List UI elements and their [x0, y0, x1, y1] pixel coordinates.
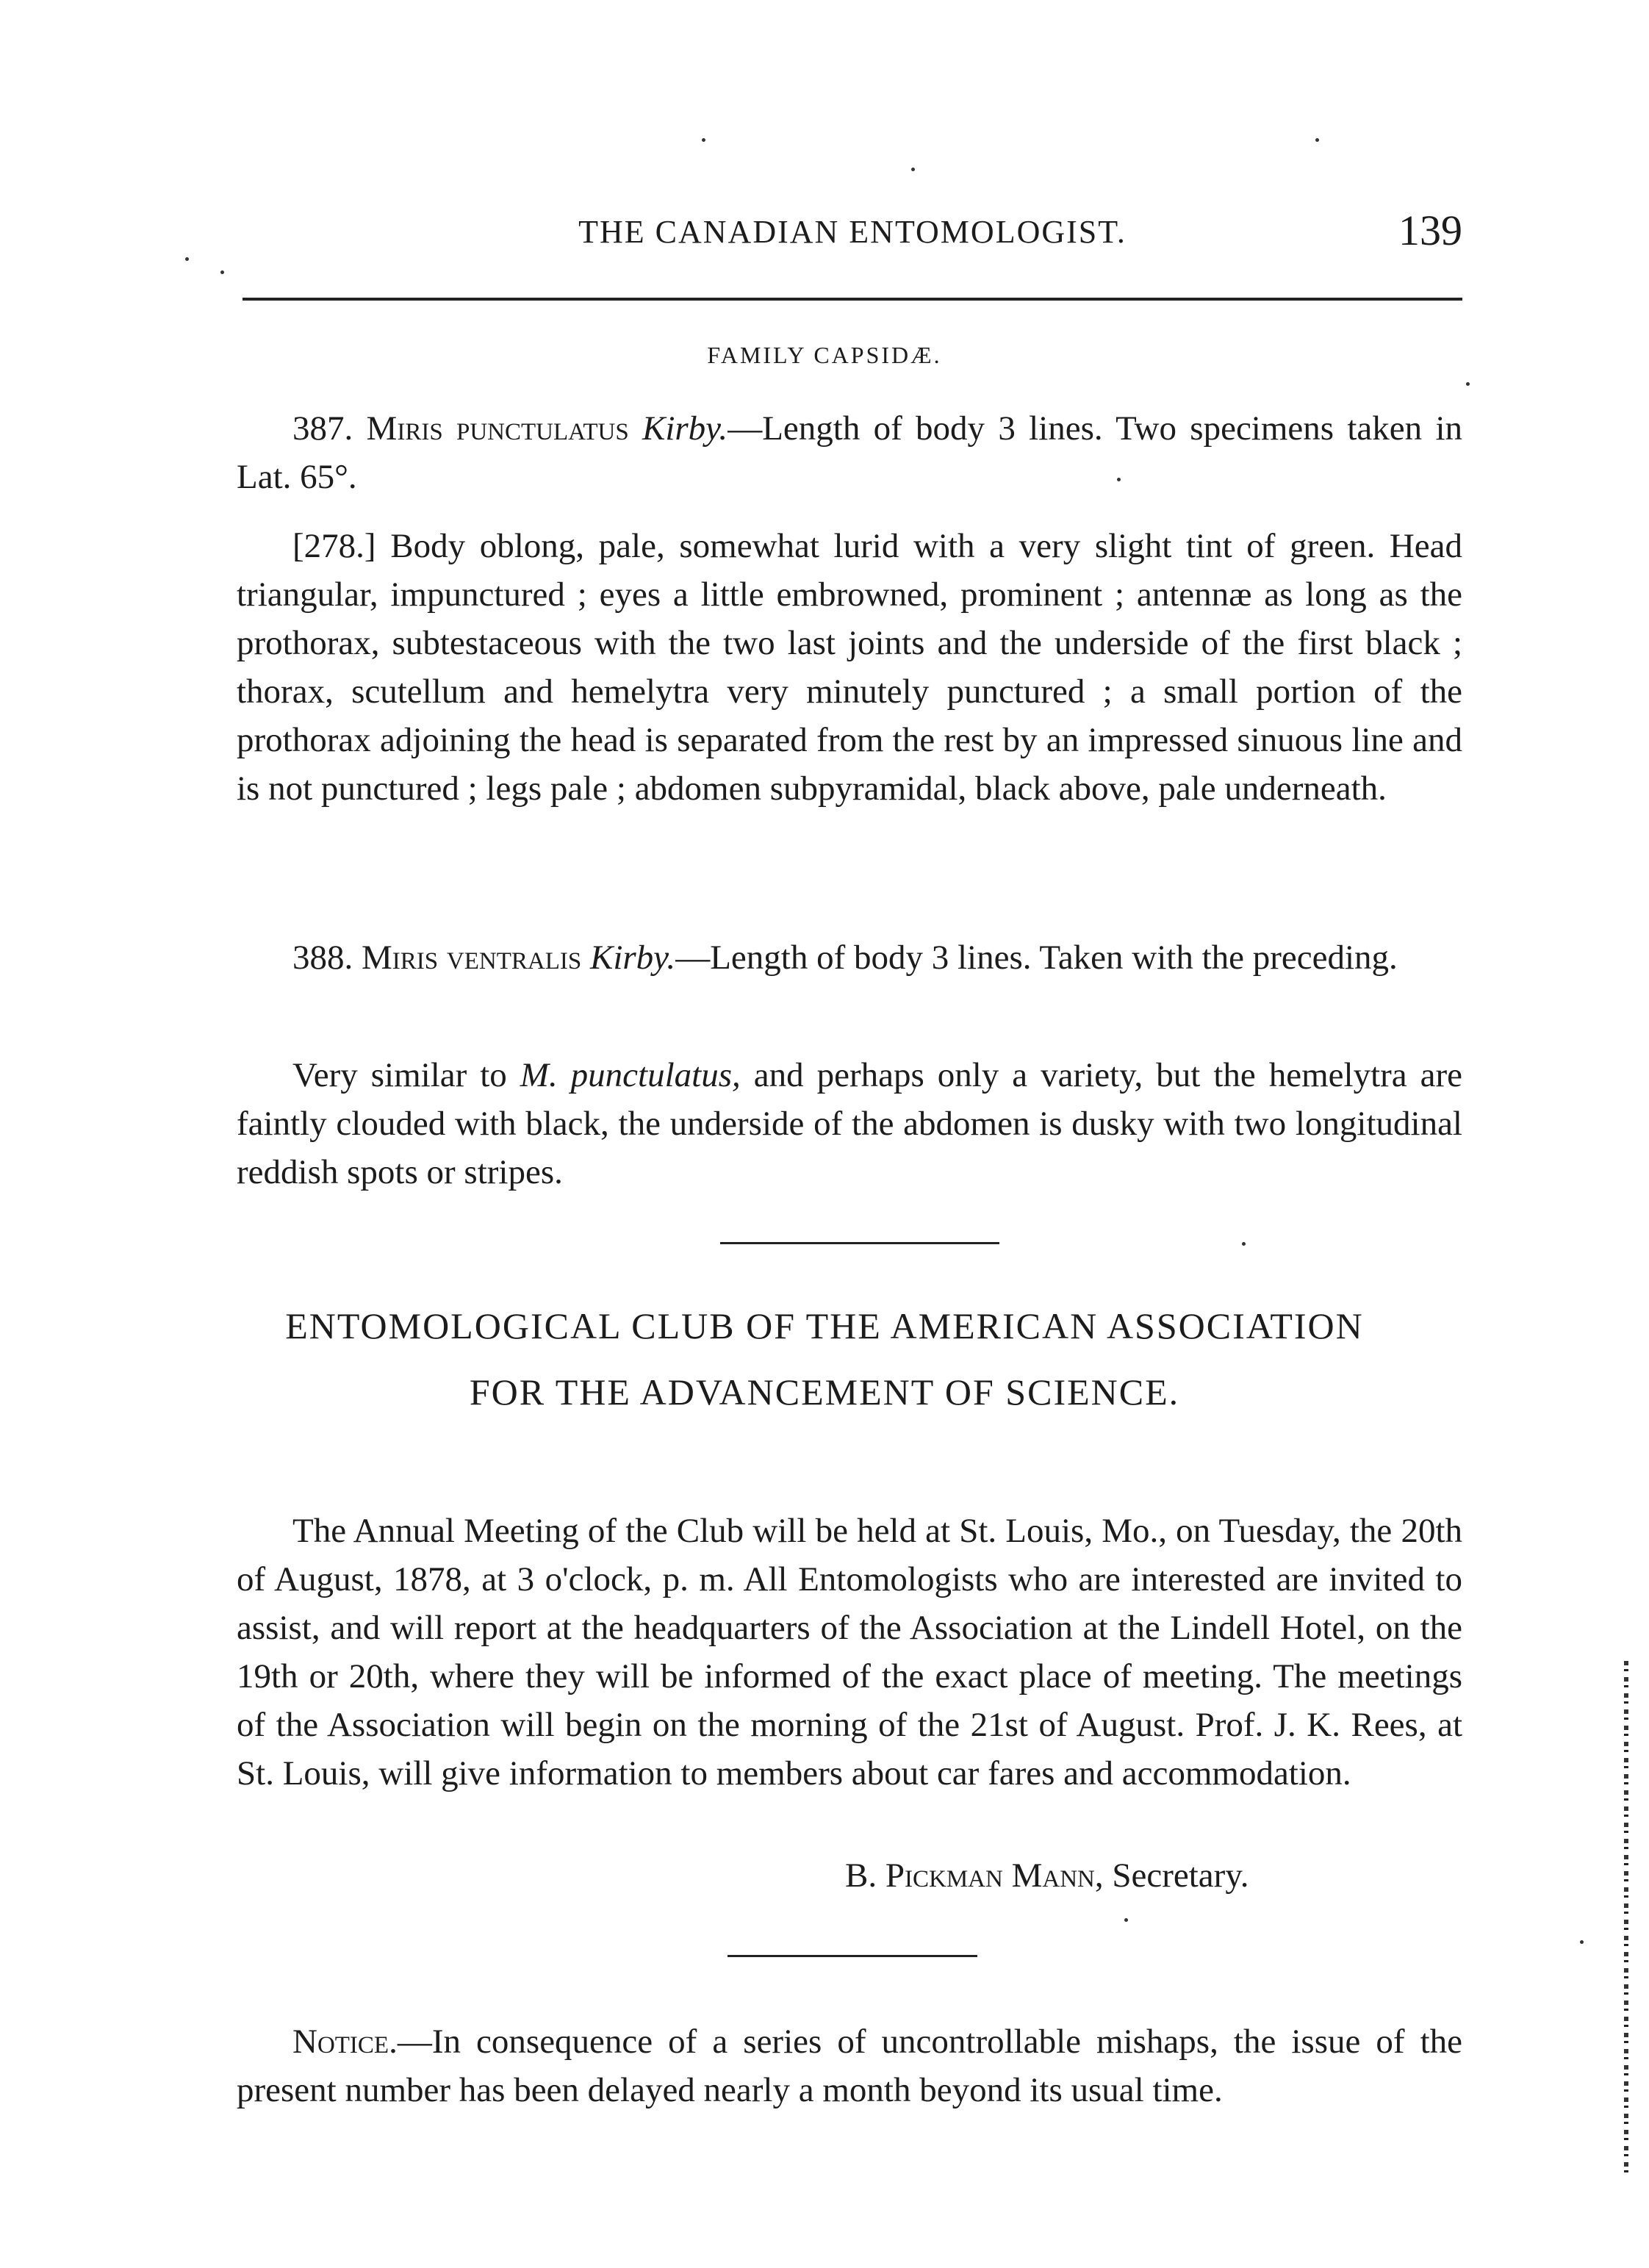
scan-speck — [1242, 1242, 1246, 1246]
header-rule — [242, 298, 1462, 301]
scan-speck — [220, 270, 224, 274]
scan-edge-artifact — [1624, 1661, 1628, 2175]
announcement — [237, 1507, 1462, 1798]
entry-388 — [237, 933, 1462, 982]
entry-text: —Length of body 3 lines. Taken with the preceding. — [675, 939, 1398, 977]
section-divider — [720, 1242, 999, 1244]
scan-speck — [1466, 382, 1470, 386]
entry-number: [278.] — [292, 527, 376, 565]
family-heading: FAMILY CAPSIDÆ. — [707, 342, 942, 368]
scan-speck — [185, 257, 189, 261]
scan-speck — [1315, 138, 1319, 142]
scan-speck — [1117, 478, 1121, 481]
notice — [237, 2017, 1462, 2114]
species-author: Kirby. — [589, 939, 676, 977]
entry-number: 387. — [292, 409, 353, 448]
scan-speck — [911, 168, 915, 171]
signature-title: Secretary. — [1112, 1856, 1249, 1895]
entry-number: 388. — [292, 939, 353, 977]
note-text-after: and perhaps only a variety, but the hemelytra are faintly clouded with black, the underside of the abdomen is dusky with two longitudinal reddish spots or stripes. — [237, 1056, 1463, 1191]
notice-label: Notice. — [292, 2023, 398, 2061]
signature — [845, 1856, 1249, 1895]
entry-text: Body oblong, pale, somewhat lurid with a very slight tint of green. Head triangular, impunctured ; eyes a little embrowned, prominent ; antennæ as long as the prothorax, subtestaceous with the two last joints and the underside of the first black ; thorax, scutellum and hemelytra very minutely punctured ; a small portion of the prothorax adjoining the head is separated from the rest by an impressed sinuous line and is not punctured ; legs pale ; abdomen subpyramidal, black above, pale underneath. — [237, 527, 1462, 808]
scan-speck — [1124, 1918, 1128, 1922]
notice-text: —In consequence of a series of uncontrollable mishaps, the issue of the present number has been delayed nearly a month beyond its usual time. — [237, 2023, 1462, 2109]
note-388 — [237, 1051, 1462, 1196]
club-heading-line2: FOR THE ADVANCEMENT OF SCIENCE. — [469, 1371, 1180, 1413]
signature-name: B. Pickman Mann, — [845, 1856, 1104, 1895]
entry-text: —Length of body 3 lines. Two specimens taken in Lat. 65°. — [237, 409, 1462, 496]
scan-speck — [702, 138, 705, 142]
note-text-before: Very similar to — [292, 1056, 520, 1094]
running-title: THE CANADIAN ENTOMOLOGIST. — [578, 214, 1127, 250]
page-number: 139 — [1398, 207, 1462, 254]
announcement-text: The Annual Meeting of the Club will be held at St. Louis, Mo., on Tuesday, the 20th of August, 1878, at 3 o'clock, p. m. All Entomologists who are interested are invited to assist, and will report at the headquarters of the Association at the Lindell Hotel, on the 19th or 20th, where they will be informed of the exact place of meeting. The meetings of the Association will begin on the morning of the 21st of August. Prof. J. K. Rees, at St. Louis, will give information to members about car fares and accommodation. — [237, 1512, 1462, 1792]
species-author: Kirby. — [642, 409, 728, 448]
species-name: Miris punctulatus — [366, 409, 629, 448]
scan-speck — [1580, 1940, 1584, 1944]
entry-387 — [237, 404, 1462, 501]
club-heading-line1: ENTOMOLOGICAL CLUB OF THE AMERICAN ASSOCIATION — [285, 1305, 1364, 1346]
species-name: Miris ventralis — [362, 939, 582, 977]
page-header — [242, 207, 1462, 272]
section-divider — [728, 1955, 977, 1957]
note-species: M. punctulatus, — [520, 1056, 741, 1094]
entry-278 — [237, 522, 1462, 813]
